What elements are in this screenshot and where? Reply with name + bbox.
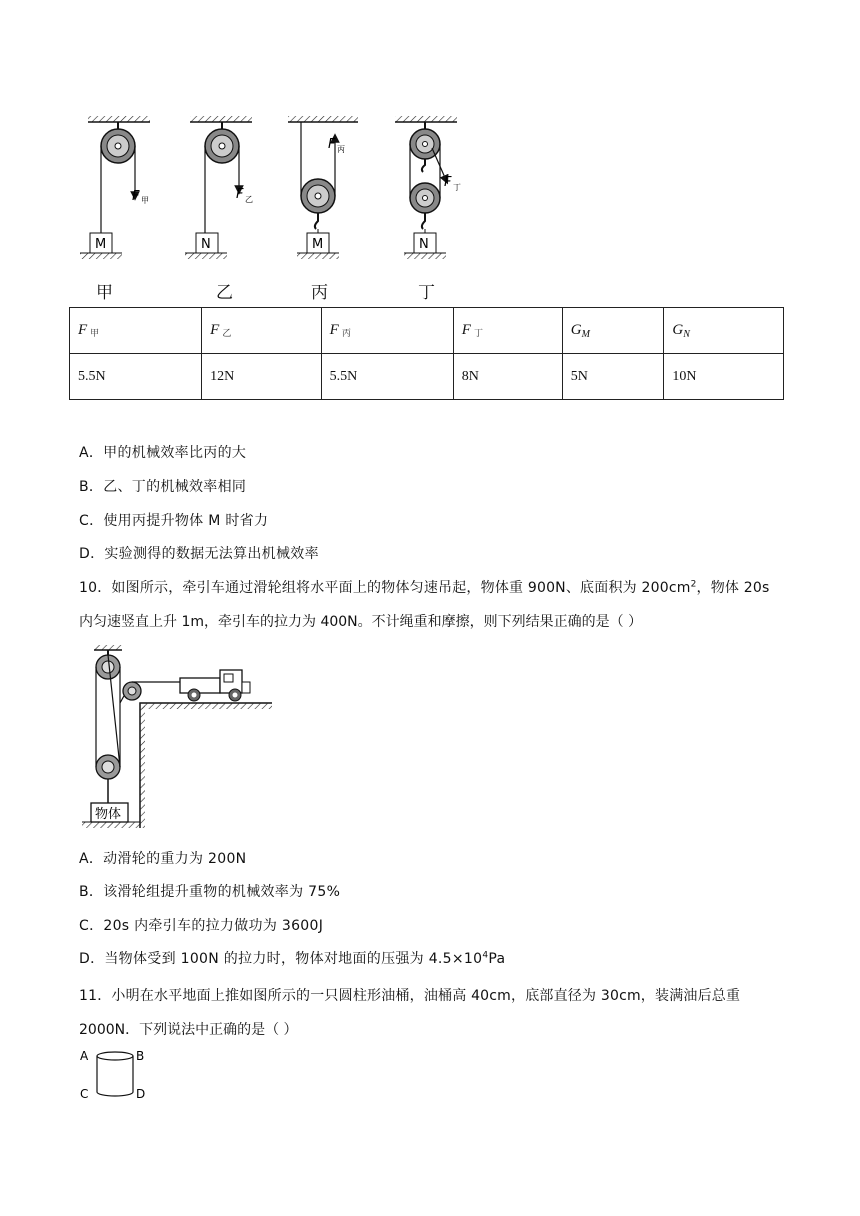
svg-text:丙: 丙	[337, 145, 345, 154]
block-n: N	[201, 237, 211, 252]
corner-label-c: C	[80, 1087, 89, 1101]
value-cell: 5N	[562, 354, 664, 400]
value-cell: 8N	[453, 354, 562, 400]
block-n-2: N	[419, 237, 429, 252]
value-cell: 10N	[664, 354, 784, 400]
header-cell: F 丙	[321, 308, 453, 354]
setup-jia	[80, 116, 150, 259]
svg-text:丁: 丁	[453, 183, 461, 192]
header-cell: F 甲	[70, 308, 202, 354]
q9-option-c: C．使用丙提升物体 M 时省力	[79, 513, 269, 529]
q10-option-d: D．当物体受到 100N 的拉力时，物体对地面的压强为 $4.5\times 10^4Pa$	[79, 950, 506, 967]
tow-truck-pulley-figure	[78, 645, 278, 833]
force-label-jia: F	[132, 189, 140, 204]
oil-barrel-figure	[76, 1044, 156, 1104]
corner-label-d: D	[136, 1087, 146, 1101]
table-header-row	[70, 308, 784, 354]
header-cell: F 乙	[202, 308, 322, 354]
setup-ding	[395, 116, 461, 259]
block-m: M	[95, 237, 107, 252]
figure-label-bing: 丙	[311, 283, 328, 303]
q10-stem-line1: 10．如图所示，牵引车通过滑轮组将水平面上的物体匀速吊起，物体重 900N、底面积为 $200cm^2$，物体 20s	[79, 579, 770, 596]
force-label-bing: F	[328, 137, 336, 152]
force-data-table	[69, 307, 784, 400]
force-label-ding: F	[444, 175, 452, 190]
force-label-yi: F	[236, 187, 244, 202]
figure-label-jia: 甲	[96, 283, 113, 303]
q11-stem-line1: 11．小明在水平地面上推如图所示的一只圆柱形油桶，油桶高 40cm，底部直径为 30cm，装满油后总重	[79, 988, 741, 1004]
tow-truck	[180, 670, 250, 701]
figure-label-ding: 丁	[418, 283, 435, 303]
corner-label-a: A	[80, 1049, 89, 1063]
header-cell: F 丁	[453, 308, 562, 354]
value-cell: 5.5N	[70, 354, 202, 400]
q10-option-b: B．该滑轮组提升重物的机械效率为 75%	[79, 884, 341, 900]
setup-bing	[288, 116, 358, 259]
figure-label-yi: 乙	[216, 283, 233, 303]
q9-option-d: D．实验测得的数据无法算出机械效率	[79, 546, 319, 562]
q11-stem-line2: 2000N．下列说法中正确的是（ ）	[79, 1022, 298, 1038]
value-cell: 12N	[202, 354, 322, 400]
header-cell: $G_N$	[664, 308, 784, 354]
svg-text:甲: 甲	[141, 196, 149, 205]
q10-stem-line2: 内匀速竖直上升 1m，牵引车的拉力为 400N。不计绳重和摩擦，则下列结果正确的是（ ）	[79, 614, 643, 630]
corner-label-b: B	[136, 1049, 145, 1063]
setup-yi	[185, 116, 253, 259]
q9-option-b: B．乙、丁的机械效率相同	[79, 479, 247, 495]
svg-text:乙: 乙	[245, 195, 253, 204]
header-cell: $G_M$	[562, 308, 664, 354]
block-m-2: M	[312, 237, 324, 252]
q10-option-a: A．动滑轮的重力为 200N	[79, 851, 247, 867]
value-cell: 5.5N	[321, 354, 453, 400]
object-label: 物体	[95, 807, 122, 822]
pulley-figure-1	[70, 108, 490, 273]
q9-option-a: A．甲的机械效率比丙的大	[79, 445, 247, 461]
q10-option-c: C．20s 内牵引车的拉力做功为 3600J	[79, 918, 324, 934]
table-row	[70, 354, 784, 400]
